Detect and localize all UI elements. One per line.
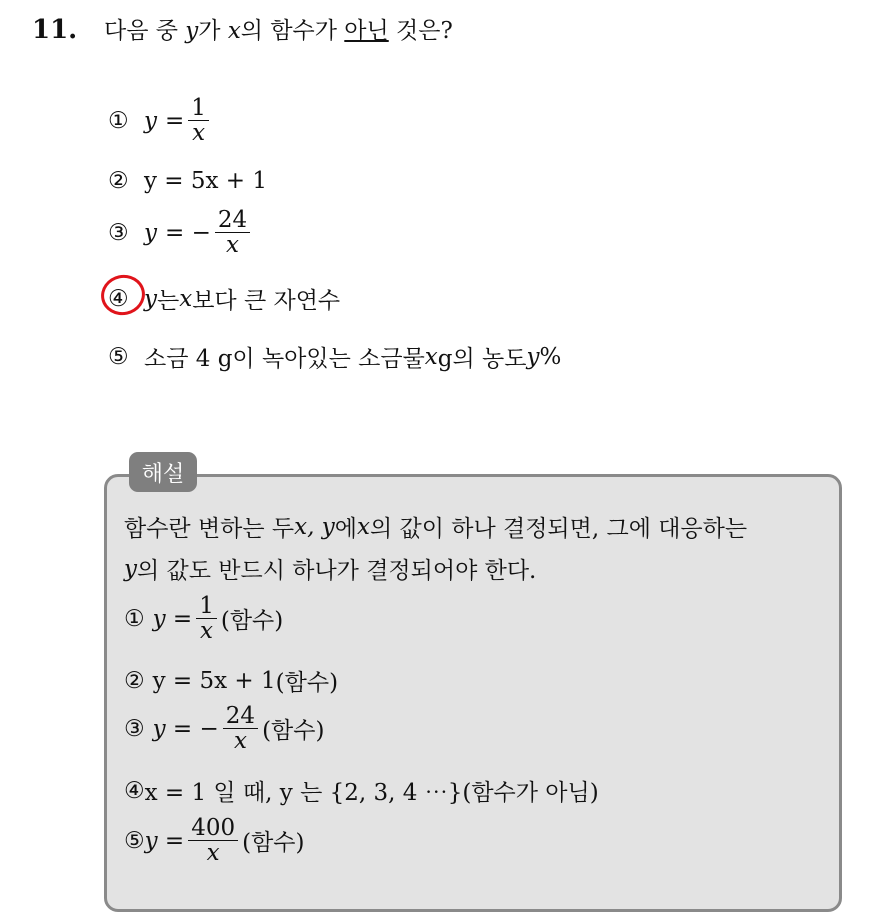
question-text-part: 것은?	[388, 18, 453, 44]
exp-fraction	[188, 816, 238, 865]
exp-var-xy: x, y	[294, 513, 335, 540]
fraction-numerator: 24	[223, 704, 258, 729]
choice-text-part: %	[539, 343, 562, 370]
choice-mark: ①	[108, 107, 129, 134]
exp-mark: ④	[124, 777, 145, 804]
choice-5[interactable]	[108, 340, 561, 373]
fraction-numerator: 1	[188, 96, 209, 121]
question-underlined-word: 아닌	[344, 18, 389, 44]
exp-note: (함수가 아님)	[462, 780, 599, 806]
choice-eq: = −	[165, 219, 211, 246]
exp-note: (함수)	[220, 608, 284, 635]
exp-text-part: 에	[334, 516, 357, 542]
exp-text-part: 의 값도 반드시 하나가 결정되어야 한다.	[137, 558, 537, 584]
exp-lhs: y =	[152, 605, 193, 632]
exp-fraction	[223, 704, 258, 753]
fraction-numerator: 1	[196, 594, 217, 619]
fraction-denominator: x	[206, 840, 220, 867]
question-header	[32, 12, 453, 45]
question-var-x: x	[227, 18, 241, 44]
explanation-tag: 해설	[129, 452, 197, 492]
question-var-y: y	[185, 18, 199, 44]
fraction-denominator: x	[233, 728, 247, 755]
choice-eq: =	[165, 107, 185, 134]
choice-3[interactable]	[108, 208, 254, 257]
exp-mark: ⑤	[124, 827, 145, 854]
exp-text-part: 함수란 변하는 두	[124, 516, 295, 542]
choice-lhs: y	[144, 219, 157, 246]
exp-mark: ③	[124, 715, 145, 742]
exp-var-x: x	[356, 513, 370, 540]
choice-mark: ②	[108, 168, 129, 194]
choice-2[interactable]	[108, 168, 267, 194]
question-text	[104, 12, 453, 45]
question-text-part: 다음 중	[104, 18, 186, 44]
exp-mark: ②	[124, 667, 145, 694]
choice-var-y: y	[526, 343, 540, 370]
choice-fraction	[188, 96, 209, 145]
choice-lhs: y	[144, 107, 157, 134]
exp-mark: ①	[124, 605, 145, 632]
choice-mark: ③	[108, 219, 129, 246]
explanation-item-2	[124, 664, 338, 697]
choice-var-x: x	[424, 343, 438, 370]
choice-mark: ⑤	[108, 343, 129, 370]
explanation-item-1	[124, 594, 283, 643]
exp-fraction	[196, 594, 217, 643]
choice-var-y: y	[144, 285, 157, 312]
fraction-denominator: x	[226, 232, 239, 259]
fraction-denominator: x	[192, 120, 206, 147]
choice-text-part: 보다 큰 자연수	[192, 288, 341, 314]
question-text-part: 가	[198, 18, 228, 44]
explanation-item-3	[124, 704, 324, 753]
question-number: 11.	[32, 15, 78, 45]
exp-note: (함수)	[242, 830, 305, 857]
exp-text-part: 의 값이 하나 결정되면, 그에 대응하는	[369, 516, 748, 542]
choice-text-part: g의 농도	[437, 346, 527, 372]
explanation-line-2	[124, 552, 536, 585]
choice-fraction	[215, 208, 250, 257]
question-text-part: 의 함수가	[240, 18, 345, 44]
choice-1[interactable]	[108, 96, 213, 145]
explanation-item-5	[124, 816, 305, 865]
explanation-item-4	[124, 774, 599, 807]
exp-note: (함수)	[275, 670, 339, 696]
choice-text-part: 소금 4 g이 녹아있는 소금물	[144, 346, 425, 372]
exp-lhs: y = −	[152, 715, 219, 742]
choice-text-part: 는	[157, 288, 180, 314]
explanation-line-1	[124, 510, 747, 543]
choice-mark: ④	[108, 285, 129, 312]
choice-var-x: x	[179, 285, 193, 312]
fraction-numerator: 24	[215, 208, 250, 233]
exp-text: y = 5x + 1	[152, 667, 276, 694]
fraction-numerator: 400	[188, 816, 238, 841]
fraction-denominator: x	[200, 618, 214, 645]
exp-lhs: y =	[144, 827, 185, 854]
choice-text: y = 5x + 1	[144, 168, 268, 194]
exp-note: (함수)	[262, 718, 325, 745]
exp-var-y: y	[124, 555, 137, 582]
exp-text: x = 1 일 때, y 는 {2, 3, 4 ⋯}	[144, 780, 463, 806]
